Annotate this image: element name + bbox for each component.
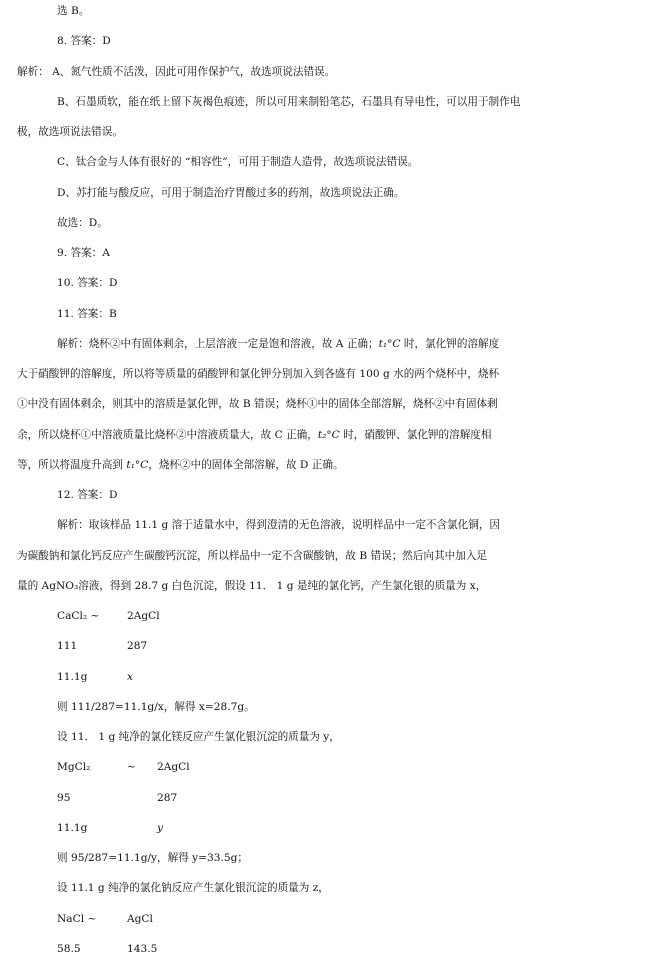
text-line: 选 B。 <box>57 5 90 17</box>
analysis-11-line4: 余，所以烧杯①中溶液质量比烧杯②中溶液质量大，故 C 正确，t₂°C 时，硝酸钾、氯化钾的溶解度相 <box>17 429 492 441</box>
analysis-11-line3: ①中没有固体剩余，则其中的溶质是氯化钾，故 B 错误；烧杯①中的固体全部溶解，烧杯②中有固体剩 <box>17 398 498 410</box>
answer-12: 12. 答案：D <box>57 489 118 501</box>
equation-row: NaCl ~ AgCl <box>57 913 153 925</box>
assume-line: 设 11.1 g 纯净的氯化钠反应产生氯化银沉淀的质量为 z， <box>57 882 329 894</box>
analysis-12-line1: 解析：取该样品 11.1 g 溶于适量水中，得到澄清的无色溶液，说明样品中一定不含氯化铜，因 <box>57 519 501 531</box>
assume-line: 设 11． 1 g 纯净的氯化镁反应产生氯化银沉淀的质量为 y， <box>57 731 340 743</box>
calc-line: 则 111/287=11.1g/x，解得 x=28.7g。 <box>57 701 255 713</box>
equation-row: MgCl₂ ~ 2AgCl <box>57 761 190 773</box>
analysis-11-line5: 等，所以将温度升高到 t₁°C，烧杯②中的固体全部溶解，故 D 正确。 <box>17 459 344 471</box>
analysis-8-a: 解析： A、氮气性质不活泼，因此可用作保护气，故选项说法错误。 <box>17 66 336 78</box>
answer-10: 10. 答案：D <box>57 277 118 289</box>
analysis-12-line3: 量的 AgNO₃溶液，得到 28.7 g 白色沉淀，假设 11． 1 g 是纯的氯化钙，产生氯化银的质量为 x， <box>17 580 487 592</box>
equation-row: CaCl₂ ~ 2AgCl <box>57 610 160 622</box>
answer-9: 9. 答案：A <box>57 247 110 259</box>
analysis-11-line1: 解析：烧杯②中有固体剩余，上层溶液一定是饱和溶液，故 A 正确；t₁°C 时，氯化钾的溶解度 <box>57 338 500 350</box>
analysis-8-b-cont: 极，故选项说法错误。 <box>17 126 123 138</box>
equation-row: 58.5 143.5 <box>57 943 158 955</box>
analysis-12-line2: 为碳酸钠和氯化钙反应产生碳酸钙沉淀，所以样品中一定不含碳酸钠，故 B 错误；然后向其中加入足 <box>17 550 488 562</box>
equation-row: 11.1g y <box>57 822 163 834</box>
analysis-8-d: D、苏打能与酸反应，可用于制造治疗胃酸过多的药剂，故选项说法正确。 <box>57 187 405 199</box>
answer-8: 8. 答案：D <box>57 35 111 47</box>
analysis-11-line2: 大于硝酸钾的溶解度，所以将等质量的硝酸钾和氯化钾分别加入到各盛有 100 g 水的两个烧杯中，烧杯 <box>17 368 500 380</box>
analysis-8-b: B、石墨质软，能在纸上留下灰褐色痕迹，所以可用来制铅笔芯，石墨具有导电性，可以用于制作电 <box>57 96 521 108</box>
answer-11: 11. 答案：B <box>57 308 117 320</box>
equation-row: 111 287 <box>57 640 148 652</box>
conclusion-8: 故选：D。 <box>57 217 108 229</box>
analysis-8-c: C、钛合金与人体有很好的 “相容性”，可用于制造人造骨，故选项说法错误。 <box>57 156 419 168</box>
calc-line: 则 95/287=11.1g/y，解得 y=33.5g； <box>57 852 249 864</box>
equation-row: 95 287 <box>57 792 178 804</box>
equation-row: 11.1g x <box>57 671 133 683</box>
